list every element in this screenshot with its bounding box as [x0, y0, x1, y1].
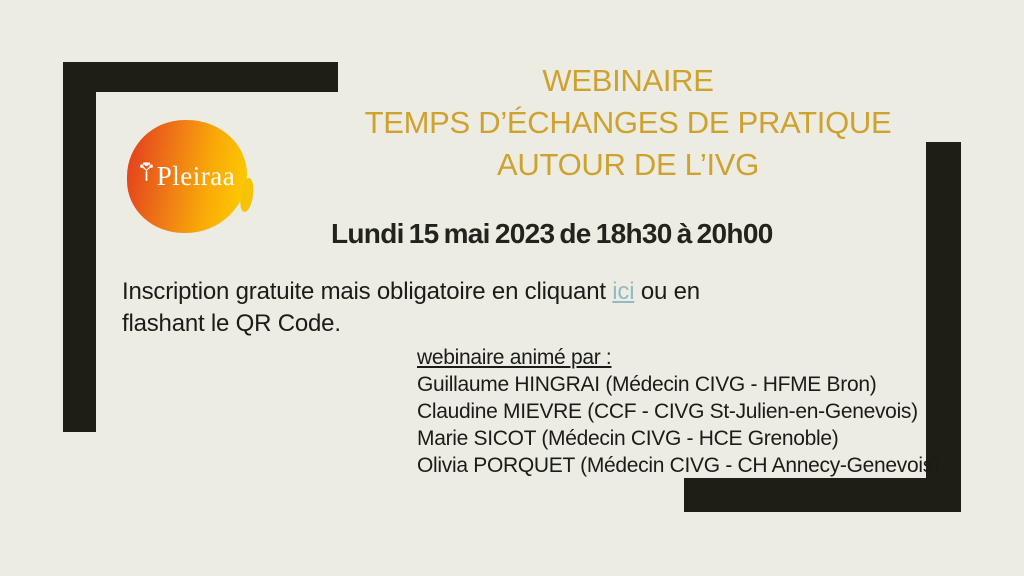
corner-bracket-top-left-horizontal [63, 62, 338, 92]
corner-bracket-bottom-right-horizontal [684, 478, 961, 512]
animator-item: Claudine MIEVRE (CCF - CIVG St-Julien-en-Genevois) [417, 400, 918, 423]
tree-sprig-icon [139, 166, 154, 187]
registration-line1-before: Inscription gratuite mais obligatoire en cliquant [122, 278, 606, 305]
title-line-1: WEBINAIRE [542, 63, 714, 98]
animators-block [417, 344, 940, 479]
animator-item: Marie SICOT (Médecin CIVG - HCE Grenoble) [417, 427, 839, 450]
corner-bracket-top-left-vertical [63, 62, 96, 432]
animator-item: Guillaume HINGRAI (Médecin CIVG - HFME Bron) [417, 373, 877, 396]
title-line-3: AUTOUR DE L’IVG [497, 147, 759, 182]
inscription-link[interactable]: ici [612, 278, 635, 305]
logo-wordmark: Pleiraa [156, 161, 236, 191]
pleiraa-logo [127, 120, 247, 233]
title-line-2: TEMPS D’ÉCHANGES DE PRATIQUE [364, 105, 892, 140]
webinar-title [345, 60, 911, 186]
date-line: Lundi 15 mai 2023 de 18h30 à 20h00 [331, 218, 773, 249]
registration-line1-after: ou en [640, 278, 700, 305]
registration-line2: flashant le QR Code. [122, 310, 341, 337]
registration-text [122, 276, 802, 340]
animators-heading: webinaire animé par : [417, 346, 612, 369]
animator-item: Olivia PORQUET (Médecin CIVG - CH Annecy-Genevois) [417, 454, 940, 477]
